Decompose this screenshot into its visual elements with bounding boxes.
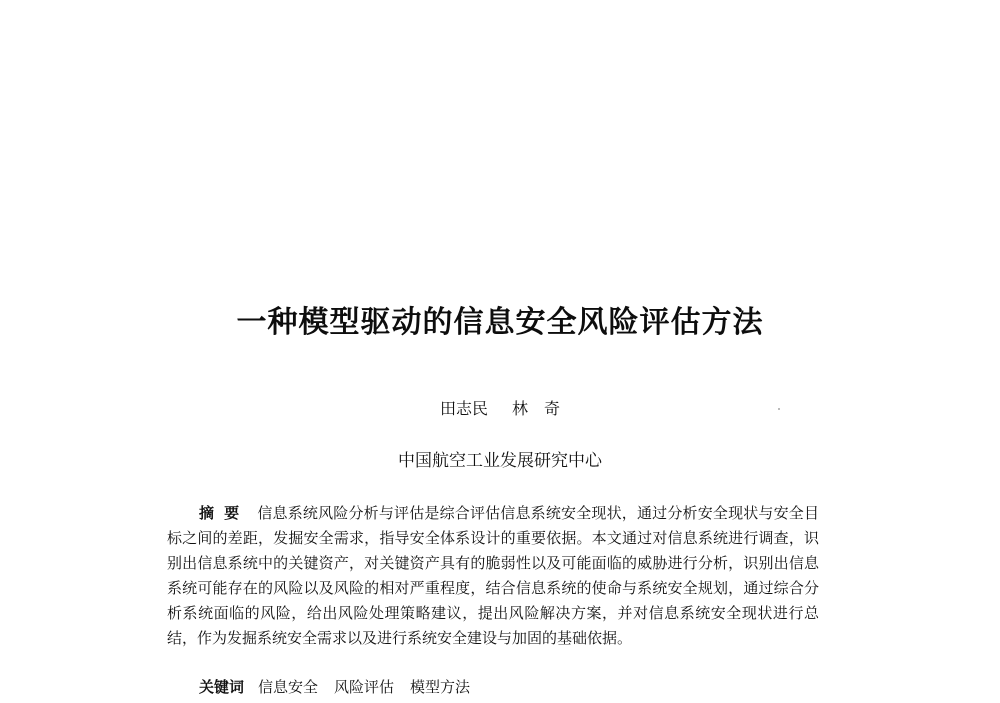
author-name: 田志民 [439, 399, 488, 418]
abstract-label: 摘要 [199, 504, 250, 522]
author-affiliation: 中国航空工业发展研究中心 [398, 451, 602, 471]
keywords-label: 关键词 [199, 678, 245, 696]
author-name: 林 奇 [512, 399, 561, 418]
keyword-item: 信息安全 [258, 678, 319, 696]
keyword-item: 模型方法 [410, 678, 471, 696]
keywords-line [199, 676, 819, 698]
abstract-text: 信息系统风险分析与评估是综合评估信息系统安全现状，通过分析安全现状与安全目标之间的差距，发掘安全需求，指导安全体系设计的重要依据。本文通过对信息系统进行调查，识别出信息系统中的关键资产，对关键资产具有的脆弱性以及可能面临的威胁进行分析，识别出信息系统可能存在的风险以及风险的相对严重程度，结合信息系统的使命与系统安全规划，通过综合分析系统面临的风险，给出风险处理策略建议，提出风险解决方案，并对信息系统安全现状进行总结，作为发掘系统安全需求以及进行系统安全建设与加固的基础依据。 [167, 504, 819, 647]
author-list [0, 398, 1000, 420]
scan-speck [778, 408, 780, 410]
abstract-paragraph [167, 501, 819, 651]
keyword-item: 风险评估 [334, 678, 395, 696]
paper-title: 一种模型驱动的信息安全风险评估方法 [236, 305, 764, 340]
